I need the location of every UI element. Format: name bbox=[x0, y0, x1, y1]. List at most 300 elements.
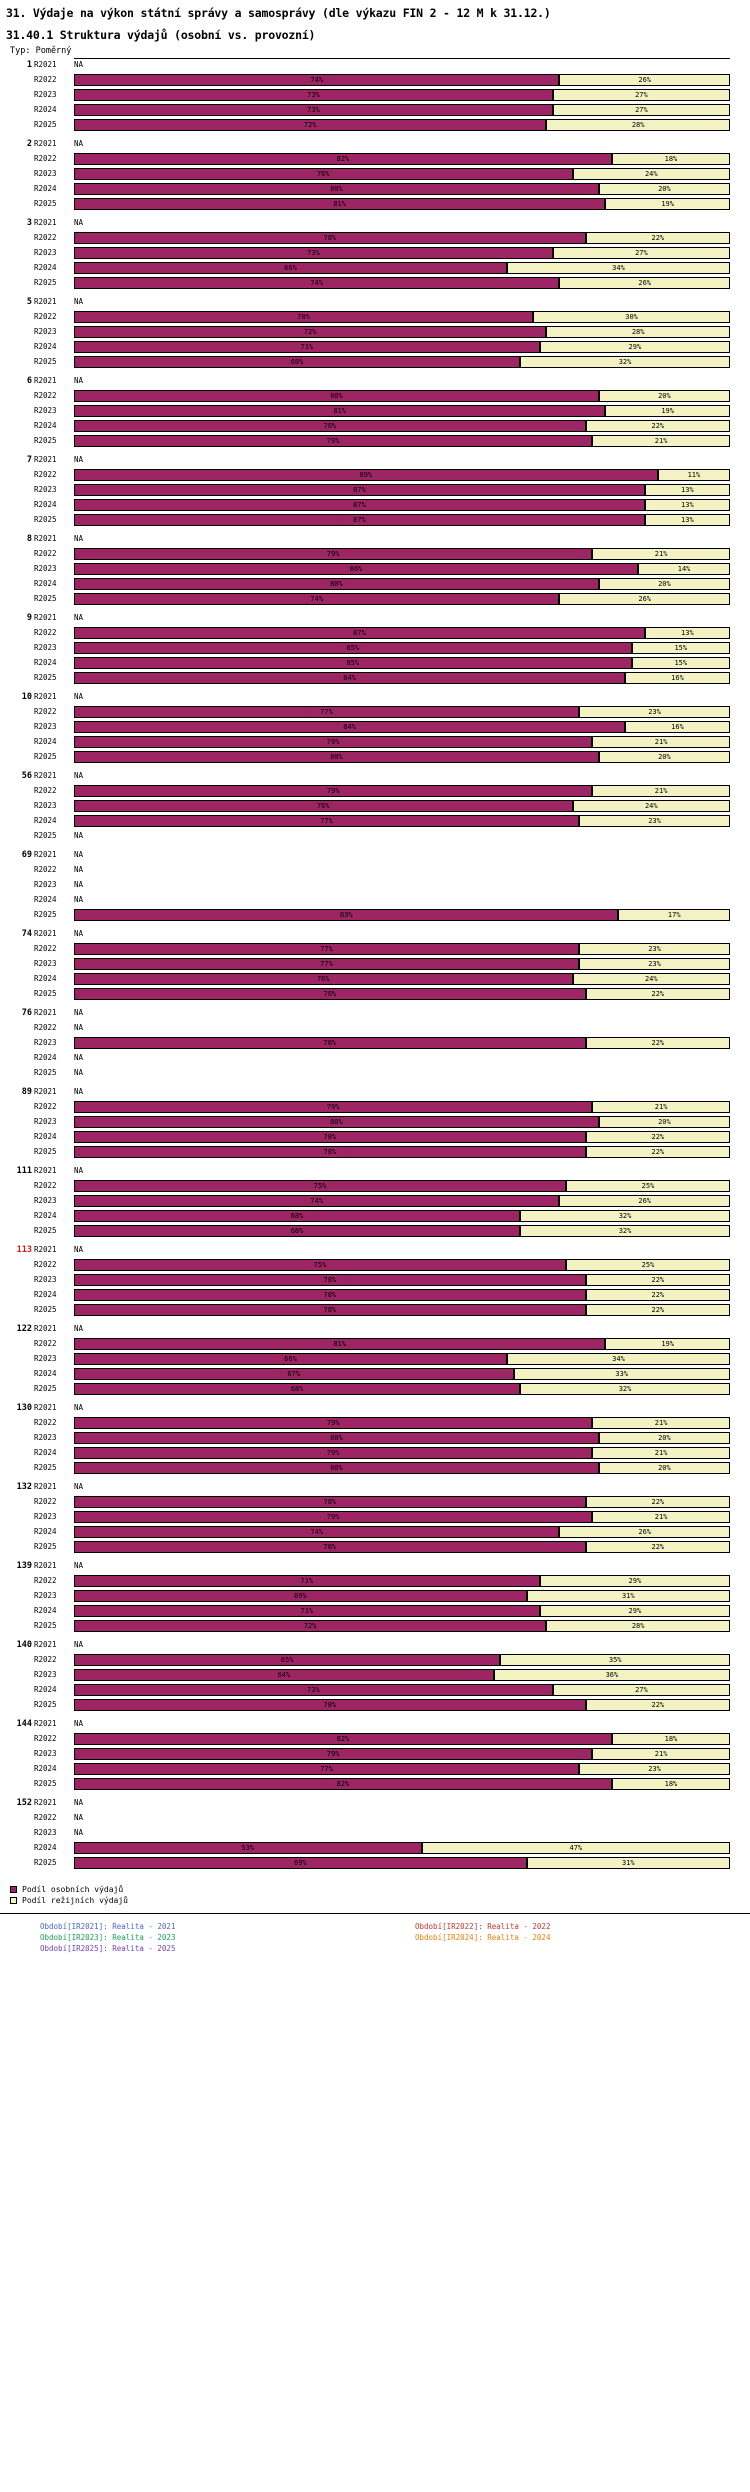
bar-value-label-rezijni: 14% bbox=[677, 565, 691, 573]
row-period-label: R2024 bbox=[34, 1369, 57, 1378]
row-track bbox=[74, 879, 730, 891]
chart-group bbox=[0, 1638, 750, 1717]
row-period-label: R2021 bbox=[34, 218, 57, 227]
row-track bbox=[74, 1481, 730, 1493]
row-track bbox=[74, 1116, 730, 1128]
row-track bbox=[74, 454, 730, 466]
bar-value-label-rezijni: 22% bbox=[651, 1701, 665, 1709]
bar-value-label-osobni: 78% bbox=[323, 1133, 337, 1141]
bar-value-label-rezijni: 28% bbox=[631, 328, 645, 336]
group-label: 69 bbox=[21, 850, 32, 860]
bar-value-label-osobni: 84% bbox=[343, 723, 356, 731]
na-marker: NA bbox=[74, 1053, 84, 1062]
row-period-label: R2025 bbox=[34, 594, 57, 603]
period-2023: Období[IR2023]: Realita - 2023 bbox=[40, 1933, 176, 1942]
row-track bbox=[74, 770, 730, 782]
row-period-label: R2023 bbox=[34, 1749, 57, 1758]
chart-row bbox=[0, 829, 750, 844]
na-marker: NA bbox=[74, 929, 84, 938]
row-period-label: R2025 bbox=[34, 436, 57, 445]
bar-value-label-rezijni: 13% bbox=[681, 501, 694, 509]
bar-value-label-osobni: 72% bbox=[303, 121, 317, 129]
bar-value-label-rezijni: 34% bbox=[612, 264, 625, 272]
row-period-label: R2022 bbox=[34, 865, 57, 874]
bar-value-label-osobni: 79% bbox=[326, 1750, 340, 1758]
na-marker: NA bbox=[74, 1245, 84, 1254]
na-marker: NA bbox=[74, 1324, 84, 1333]
chart-row bbox=[0, 404, 750, 419]
row-period-label: R2024 bbox=[34, 1211, 57, 1220]
row-track bbox=[74, 612, 730, 624]
chart-row bbox=[0, 1698, 750, 1713]
bar-value-label-osobni: 80% bbox=[330, 1464, 343, 1472]
chart-row bbox=[0, 88, 750, 103]
chart-row bbox=[0, 246, 750, 261]
bar-value-label-rezijni: 25% bbox=[641, 1182, 655, 1190]
bar-value-label-rezijni: 35% bbox=[608, 1656, 622, 1664]
chart-row bbox=[0, 1401, 750, 1416]
row-period-label: R2023 bbox=[34, 722, 57, 731]
row-period-label: R2021 bbox=[34, 850, 57, 859]
na-marker: NA bbox=[74, 613, 84, 622]
row-track bbox=[74, 1383, 730, 1395]
bar-value-label-osobni: 77% bbox=[320, 708, 333, 716]
bar-value-label-rezijni: 36% bbox=[605, 1671, 619, 1679]
row-track bbox=[74, 1778, 730, 1790]
bar-value-label-rezijni: 26% bbox=[638, 595, 652, 603]
chart-row bbox=[0, 1732, 750, 1747]
row-period-label: R2021 bbox=[34, 1008, 57, 1017]
chart-row bbox=[0, 1604, 750, 1619]
bar-value-label-osobni: 85% bbox=[346, 644, 360, 652]
chart-row bbox=[0, 1796, 750, 1811]
row-period-label: R2024 bbox=[34, 579, 57, 588]
bar-value-label-rezijni: 15% bbox=[674, 659, 688, 667]
bar-value-label-rezijni: 47% bbox=[569, 1844, 583, 1852]
row-period-label: R2025 bbox=[34, 831, 57, 840]
row-track bbox=[74, 514, 730, 526]
row-period-label: R2021 bbox=[34, 1798, 57, 1807]
chart-row bbox=[0, 863, 750, 878]
bar-value-label-osobni: 73% bbox=[307, 106, 320, 114]
group-label: 9 bbox=[26, 613, 32, 623]
chart-group bbox=[0, 216, 750, 295]
group-label: 130 bbox=[16, 1403, 32, 1413]
bar-value-label-rezijni: 19% bbox=[661, 1340, 674, 1348]
chart-type-label: Typ: Poměrný bbox=[10, 46, 72, 56]
row-period-label: R2024 bbox=[34, 1606, 57, 1615]
bar-value-label-rezijni: 18% bbox=[664, 1780, 678, 1788]
chart-row bbox=[0, 1273, 750, 1288]
na-marker: NA bbox=[74, 880, 84, 889]
row-track bbox=[74, 420, 730, 432]
row-period-label: R2023 bbox=[34, 1275, 57, 1284]
row-track bbox=[74, 1827, 730, 1839]
chart-row bbox=[0, 1446, 750, 1461]
bar-value-label-rezijni: 28% bbox=[631, 1622, 645, 1630]
row-period-label: R2025 bbox=[34, 752, 57, 761]
bar-value-label-osobni: 78% bbox=[323, 1701, 337, 1709]
chart-row bbox=[0, 1747, 750, 1762]
bar-value-label-rezijni: 33% bbox=[615, 1370, 629, 1378]
chart-row bbox=[0, 1668, 750, 1683]
chart-row bbox=[0, 453, 750, 468]
row-period-label: R2024 bbox=[34, 1843, 57, 1852]
row-period-label: R2023 bbox=[34, 1591, 57, 1600]
chart-row bbox=[0, 1337, 750, 1352]
row-track bbox=[74, 1022, 730, 1034]
row-track bbox=[74, 1244, 730, 1256]
row-track bbox=[74, 119, 730, 131]
row-track bbox=[74, 1338, 730, 1350]
row-period-label: R2022 bbox=[34, 944, 57, 953]
row-track bbox=[74, 1526, 730, 1538]
bar-value-label-rezijni: 20% bbox=[658, 185, 671, 193]
chart-row bbox=[0, 1322, 750, 1337]
na-marker: NA bbox=[74, 1828, 84, 1837]
bar-value-label-rezijni: 22% bbox=[651, 1148, 665, 1156]
bar-value-label-rezijni: 20% bbox=[658, 1434, 671, 1442]
row-period-label: R2023 bbox=[34, 1828, 57, 1837]
row-period-label: R2024 bbox=[34, 895, 57, 904]
row-period-label: R2021 bbox=[34, 534, 57, 543]
bar-value-label-osobni: 80% bbox=[330, 1118, 343, 1126]
chart-row bbox=[0, 626, 750, 641]
row-track bbox=[74, 1575, 730, 1587]
chart-row bbox=[0, 814, 750, 829]
bar-value-label-osobni: 69% bbox=[293, 1592, 307, 1600]
row-period-label: R2025 bbox=[34, 910, 57, 919]
row-track bbox=[74, 593, 730, 605]
bar-value-label-rezijni: 19% bbox=[661, 407, 674, 415]
row-period-label: R2021 bbox=[34, 1166, 57, 1175]
chart-row bbox=[0, 1559, 750, 1574]
bar-value-label-rezijni: 30% bbox=[625, 313, 638, 321]
group-label: 132 bbox=[16, 1482, 32, 1492]
bar-value-label-osobni: 79% bbox=[326, 550, 340, 558]
chart-row bbox=[0, 1416, 750, 1431]
bar-value-label-rezijni: 21% bbox=[654, 1103, 668, 1111]
na-marker: NA bbox=[74, 455, 84, 464]
row-track bbox=[74, 1560, 730, 1572]
bar-value-label-rezijni: 32% bbox=[618, 1385, 632, 1393]
na-marker: NA bbox=[74, 218, 84, 227]
bar-value-label-osobni: 86% bbox=[349, 565, 363, 573]
bar-value-label-osobni: 68% bbox=[290, 1385, 304, 1393]
row-track bbox=[74, 785, 730, 797]
row-track bbox=[74, 815, 730, 827]
bar-value-label-rezijni: 20% bbox=[658, 1118, 671, 1126]
chart-row bbox=[0, 641, 750, 656]
bar-value-label-rezijni: 29% bbox=[628, 343, 642, 351]
row-period-label: R2022 bbox=[34, 1576, 57, 1585]
chart-row bbox=[0, 799, 750, 814]
chart-row bbox=[0, 957, 750, 972]
chart-row bbox=[0, 182, 750, 197]
chart-row bbox=[0, 972, 750, 987]
bar-value-label-osobni: 81% bbox=[333, 1340, 346, 1348]
row-period-label: R2021 bbox=[34, 60, 57, 69]
bar-value-label-rezijni: 26% bbox=[638, 1197, 652, 1205]
chart-group bbox=[0, 58, 750, 137]
group-label: 140 bbox=[16, 1640, 32, 1650]
group-label: 74 bbox=[21, 929, 32, 939]
na-marker: NA bbox=[74, 1640, 84, 1649]
bar-value-label-osobni: 76% bbox=[316, 975, 330, 983]
row-period-label: R2023 bbox=[34, 1038, 57, 1047]
row-track bbox=[74, 1857, 730, 1869]
row-track bbox=[74, 751, 730, 763]
bar-value-label-rezijni: 20% bbox=[658, 1464, 671, 1472]
bar-value-label-rezijni: 21% bbox=[654, 1419, 668, 1427]
group-label: 56 bbox=[21, 771, 32, 781]
bar-value-label-osobni: 71% bbox=[300, 1577, 314, 1585]
row-track bbox=[74, 277, 730, 289]
row-track bbox=[74, 1323, 730, 1335]
bar-value-label-rezijni: 23% bbox=[648, 817, 661, 825]
chart-row bbox=[0, 295, 750, 310]
na-marker: NA bbox=[74, 297, 84, 306]
bar-value-label-osobni: 80% bbox=[330, 753, 343, 761]
bar-value-label-osobni: 80% bbox=[330, 392, 343, 400]
na-marker: NA bbox=[74, 1561, 84, 1570]
row-track bbox=[74, 894, 730, 906]
chart-row bbox=[0, 735, 750, 750]
row-track bbox=[74, 1417, 730, 1429]
period-2024: Období[IR2024]: Realita - 2024 bbox=[415, 1933, 551, 1942]
chart-row bbox=[0, 1021, 750, 1036]
chart-row bbox=[0, 1164, 750, 1179]
bar-value-label-osobni: 68% bbox=[290, 358, 304, 366]
bar-value-label-rezijni: 24% bbox=[644, 170, 658, 178]
na-marker: NA bbox=[74, 1403, 84, 1412]
bar-value-label-osobni: 78% bbox=[323, 1148, 337, 1156]
row-track bbox=[74, 1353, 730, 1365]
row-period-label: R2022 bbox=[34, 1734, 57, 1743]
chart-row bbox=[0, 1480, 750, 1495]
row-track bbox=[74, 1165, 730, 1177]
bar-value-label-rezijni: 17% bbox=[667, 911, 681, 919]
row-period-label: R2022 bbox=[34, 786, 57, 795]
bar-value-label-osobni: 87% bbox=[353, 501, 366, 509]
chart-group bbox=[0, 532, 750, 611]
chart-row bbox=[0, 483, 750, 498]
bar-value-label-rezijni: 22% bbox=[651, 1039, 665, 1047]
bar-value-label-rezijni: 22% bbox=[651, 234, 665, 242]
row-period-label: R2024 bbox=[34, 1764, 57, 1773]
legend-label: Podíl osobních výdajů bbox=[22, 1885, 124, 1894]
row-track bbox=[74, 1733, 730, 1745]
row-period-label: R2024 bbox=[34, 1527, 57, 1536]
row-period-label: R2021 bbox=[34, 1561, 57, 1570]
bar-value-label-osobni: 82% bbox=[336, 155, 350, 163]
bar-value-label-osobni: 79% bbox=[326, 1513, 340, 1521]
na-marker: NA bbox=[74, 1798, 84, 1807]
row-track bbox=[74, 1007, 730, 1019]
chart-row bbox=[0, 1085, 750, 1100]
bar-value-label-rezijni: 21% bbox=[654, 550, 668, 558]
bar-value-label-osobni: 73% bbox=[307, 91, 320, 99]
bar-value-label-osobni: 79% bbox=[326, 787, 340, 795]
bar-value-label-osobni: 74% bbox=[310, 76, 324, 84]
row-track bbox=[74, 1763, 730, 1775]
bar-value-label-rezijni: 13% bbox=[681, 516, 694, 524]
row-period-label: R2024 bbox=[34, 184, 57, 193]
bar-value-label-rezijni: 25% bbox=[641, 1261, 655, 1269]
row-track bbox=[74, 469, 730, 481]
row-track bbox=[74, 198, 730, 210]
chart-row bbox=[0, 276, 750, 291]
row-period-label: R2025 bbox=[34, 1305, 57, 1314]
chart-row bbox=[0, 705, 750, 720]
page-title: 31. Výdaje na výkon státní správy a samosprávy (dle výkazu FIN 2 - 12 M k 31.12.) bbox=[6, 6, 551, 20]
row-track bbox=[74, 341, 730, 353]
chart-row bbox=[0, 434, 750, 449]
chart-row bbox=[0, 987, 750, 1002]
chart-row bbox=[0, 1461, 750, 1476]
chart-row bbox=[0, 1066, 750, 1081]
chart-row bbox=[0, 1367, 750, 1382]
page-subtitle: 31.40.1 Struktura výdajů (osobní vs. provozní) bbox=[6, 28, 316, 42]
legend-label: Podíl režijních výdajů bbox=[22, 1896, 128, 1905]
row-period-label: R2023 bbox=[34, 801, 57, 810]
chart-group bbox=[0, 1243, 750, 1322]
chart-row bbox=[0, 893, 750, 908]
row-period-label: R2023 bbox=[34, 1354, 57, 1363]
bar-value-label-rezijni: 20% bbox=[658, 753, 671, 761]
bar-value-label-osobni: 82% bbox=[336, 1735, 350, 1743]
row-period-label: R2021 bbox=[34, 1640, 57, 1649]
row-track bbox=[74, 1496, 730, 1508]
row-period-label: R2024 bbox=[34, 737, 57, 746]
na-marker: NA bbox=[74, 139, 84, 148]
bar-value-label-osobni: 72% bbox=[303, 1622, 317, 1630]
row-track bbox=[74, 375, 730, 387]
chart-row bbox=[0, 197, 750, 212]
row-period-label: R2022 bbox=[34, 1655, 57, 1664]
chart-group bbox=[0, 1796, 750, 1875]
row-period-label: R2025 bbox=[34, 278, 57, 287]
bar-value-label-osobni: 78% bbox=[323, 1039, 337, 1047]
chart-legend bbox=[0, 1885, 750, 1905]
chart-group bbox=[0, 1717, 750, 1796]
bar-value-label-rezijni: 16% bbox=[671, 674, 684, 682]
row-track bbox=[74, 1067, 730, 1079]
group-label: 5 bbox=[26, 297, 32, 307]
chart-row bbox=[0, 1258, 750, 1273]
row-period-label: R2025 bbox=[34, 357, 57, 366]
row-track bbox=[74, 1654, 730, 1666]
row-track bbox=[74, 1590, 730, 1602]
bar-value-label-osobni: 78% bbox=[323, 1498, 337, 1506]
bar-value-label-osobni: 87% bbox=[353, 516, 366, 524]
bar-value-label-osobni: 77% bbox=[320, 817, 333, 825]
bar-value-label-rezijni: 21% bbox=[654, 437, 668, 445]
row-track bbox=[74, 1086, 730, 1098]
row-period-label: R2021 bbox=[34, 376, 57, 385]
chart-row bbox=[0, 1303, 750, 1318]
row-track bbox=[74, 247, 730, 259]
row-track bbox=[74, 1812, 730, 1824]
chart-row bbox=[0, 1826, 750, 1841]
legend-item-osobni bbox=[10, 1885, 750, 1894]
row-track bbox=[74, 89, 730, 101]
bar-value-label-osobni: 84% bbox=[343, 674, 356, 682]
na-marker: NA bbox=[74, 1813, 84, 1822]
chart-row bbox=[0, 1856, 750, 1871]
row-track bbox=[74, 830, 730, 842]
bar-value-label-rezijni: 27% bbox=[635, 91, 648, 99]
bar-value-label-rezijni: 23% bbox=[648, 1765, 661, 1773]
row-track bbox=[74, 1620, 730, 1632]
chart-group bbox=[0, 927, 750, 1006]
bar-value-label-rezijni: 23% bbox=[648, 708, 661, 716]
group-label: 6 bbox=[26, 376, 32, 386]
bar-value-label-osobni: 74% bbox=[310, 1197, 324, 1205]
row-track bbox=[74, 1289, 730, 1301]
chart-group bbox=[0, 1559, 750, 1638]
chart-row bbox=[0, 355, 750, 370]
bar-value-label-rezijni: 21% bbox=[654, 1750, 668, 1758]
bar-value-label-rezijni: 32% bbox=[618, 358, 632, 366]
chart-row bbox=[0, 750, 750, 765]
row-period-label: R2023 bbox=[34, 643, 57, 652]
row-period-label: R2023 bbox=[34, 1670, 57, 1679]
row-period-label: R2021 bbox=[34, 1245, 57, 1254]
row-track bbox=[74, 138, 730, 150]
period-legend bbox=[0, 1913, 750, 1963]
row-period-label: R2024 bbox=[34, 105, 57, 114]
chart-row bbox=[0, 592, 750, 607]
bar-value-label-rezijni: 22% bbox=[651, 990, 665, 998]
row-period-label: R2021 bbox=[34, 613, 57, 622]
bar-value-label-rezijni: 22% bbox=[651, 422, 665, 430]
bar-value-label-osobni: 80% bbox=[330, 1434, 343, 1442]
chart-row bbox=[0, 340, 750, 355]
chart-row bbox=[0, 1382, 750, 1397]
row-period-label: R2024 bbox=[34, 263, 57, 272]
group-label: 1 bbox=[26, 60, 32, 70]
row-track bbox=[74, 232, 730, 244]
bar-value-label-osobni: 89% bbox=[359, 471, 373, 479]
row-period-label: R2023 bbox=[34, 90, 57, 99]
row-period-label: R2025 bbox=[34, 1147, 57, 1156]
chart-row bbox=[0, 1653, 750, 1668]
bar-value-label-rezijni: 21% bbox=[654, 1449, 668, 1457]
row-track bbox=[74, 1748, 730, 1760]
chart-row bbox=[0, 562, 750, 577]
group-label: 76 bbox=[21, 1008, 32, 1018]
group-label: 2 bbox=[26, 139, 32, 149]
row-period-label: R2023 bbox=[34, 485, 57, 494]
chart-group bbox=[0, 769, 750, 848]
chart-group bbox=[0, 137, 750, 216]
group-label: 111 bbox=[16, 1166, 32, 1176]
row-period-label: R2025 bbox=[34, 1463, 57, 1472]
bar-value-label-osobni: 73% bbox=[307, 1686, 320, 1694]
chart-group bbox=[0, 690, 750, 769]
na-marker: NA bbox=[74, 1719, 84, 1728]
chart-row bbox=[0, 1619, 750, 1634]
chart-row bbox=[0, 927, 750, 942]
bar-value-label-rezijni: 24% bbox=[644, 802, 658, 810]
bar-value-label-rezijni: 20% bbox=[658, 580, 671, 588]
group-label: 89 bbox=[21, 1087, 32, 1097]
chart-row bbox=[0, 690, 750, 705]
chart-row bbox=[0, 547, 750, 562]
chart-row bbox=[0, 671, 750, 686]
period-column-left bbox=[0, 1920, 375, 1955]
